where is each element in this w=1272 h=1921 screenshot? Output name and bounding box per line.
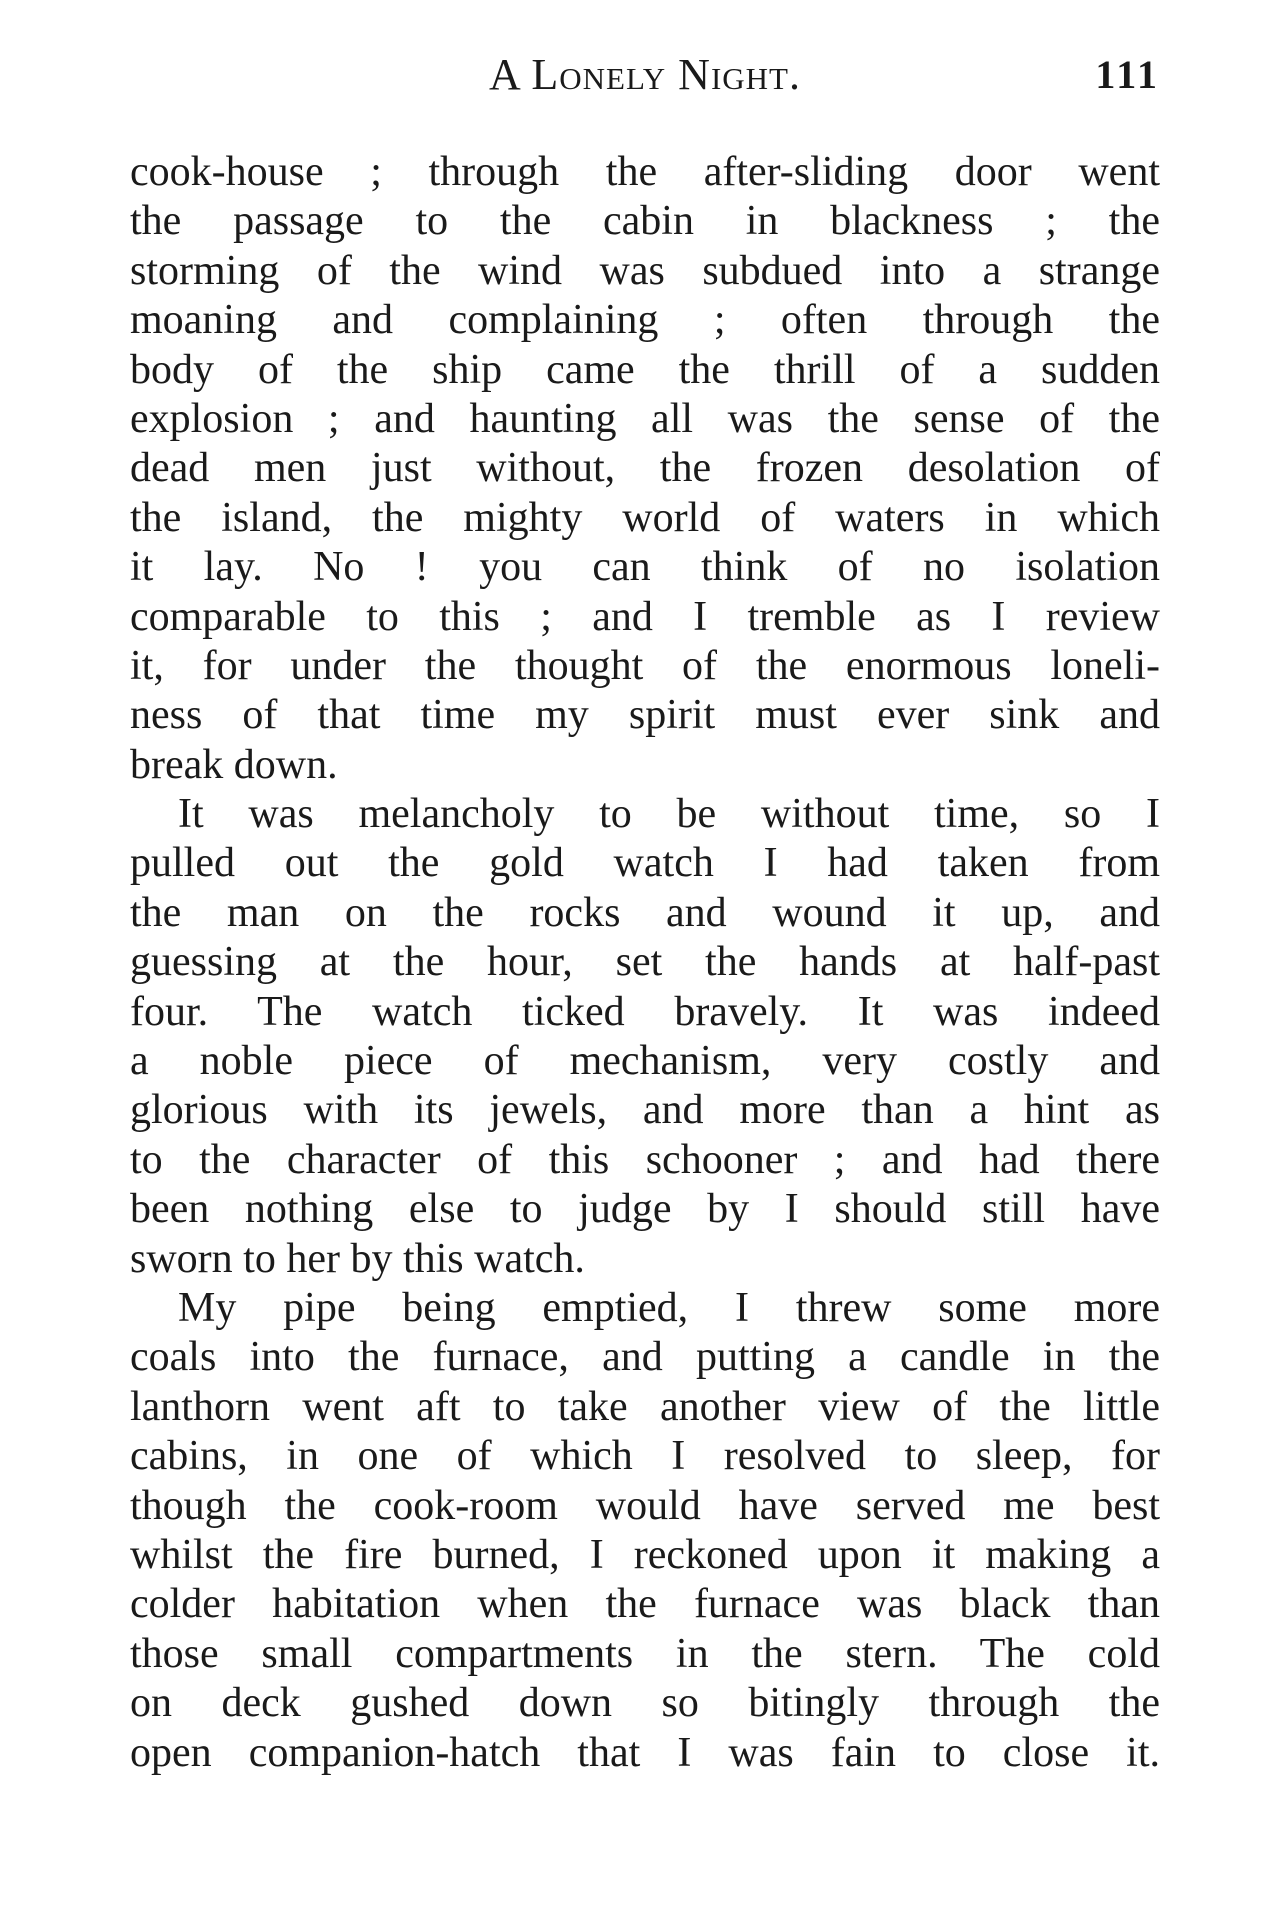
text-line: it, for under the thought of the enormous loneli- [130,642,1160,689]
paragraph [130,790,1160,1284]
text-line: It was melancholy to be without time, so I [178,791,1160,838]
text-line: pulled out the gold watch I had taken from [130,840,1160,887]
text-line: a noble piece of mechanism, very costly and [130,1038,1160,1085]
text-line: comparable to this ; and I tremble as I review [130,593,1160,640]
text-line: it lay. No ! you can think of no isolation [130,544,1160,591]
text-line: sworn to her by this watch. [130,1235,585,1282]
text-line: My pipe being emptied, I threw some more [178,1284,1160,1331]
text-line: coals into the furnace, and putting a candle in the [130,1334,1160,1381]
text-line: guessing at the hour, set the hands at half-past [130,939,1160,986]
text-line: break down. [130,741,338,788]
text-line: those small compartments in the stern. The cold [130,1630,1160,1677]
text-line: colder habitation when the furnace was black than [130,1581,1160,1628]
text-line: the man on the rocks and wound it up, and [130,889,1160,936]
text-line: been nothing else to judge by I should still have [130,1186,1160,1233]
text-line: ness of that time my spirit must ever sink and [130,692,1160,739]
text-line: four. The watch ticked bravely. It was indeed [130,988,1160,1035]
page-number: 111 [1095,52,1160,97]
body-text [130,148,1160,1778]
text-line: the passage to the cabin in blackness ; the [130,198,1160,245]
text-line: though the cook-room would have served me best [130,1482,1160,1529]
text-line: body of the ship came the thrill of a sudden [130,346,1160,393]
paragraph [130,148,1160,790]
text-line: explosion ; and haunting all was the sense of the [130,395,1160,442]
text-line: glorious with its jewels, and more than a hint as [130,1087,1160,1134]
text-line: open companion-hatch that I was fain to close it. [130,1729,1160,1776]
paragraph [130,1284,1160,1778]
text-line: lanthorn went aft to take another view of the little [130,1383,1160,1430]
text-line: to the character of this schooner ; and had there [130,1136,1160,1183]
text-line: dead men just without, the frozen desolation of [130,445,1160,492]
text-line: cook-house ; through the after-sliding door went [130,149,1160,195]
text-line: on deck gushed down so bitingly through the [130,1680,1160,1727]
text-line: whilst the fire burned, I reckoned upon it making a [130,1531,1160,1578]
running-head [130,44,1160,106]
text-line: cabins, in one of which I resolved to sleep, for [130,1433,1160,1480]
text-line: the island, the mighty world of waters in which [130,494,1160,541]
running-title: A Lonely Night. [489,50,801,99]
text-line: storming of the wind was subdued into a strange [130,247,1160,294]
text-line: moaning and complaining ; often through the [130,297,1160,344]
